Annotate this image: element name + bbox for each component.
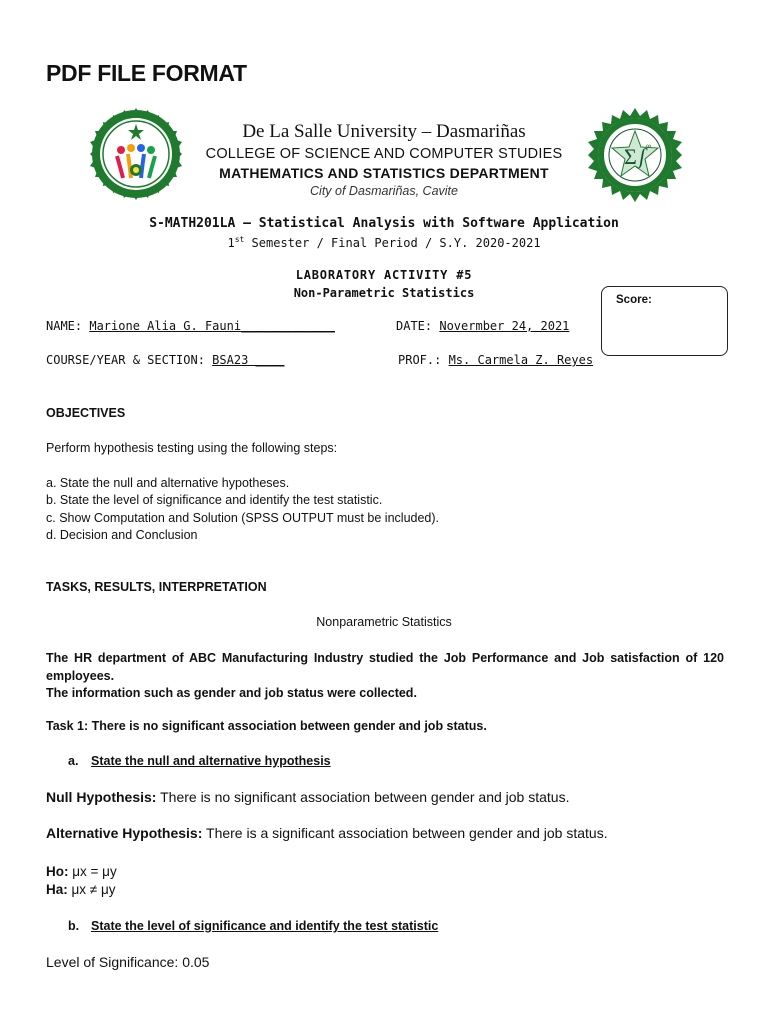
document-heading: PDF FILE FORMAT	[46, 60, 247, 86]
university-name: De La Salle University – Dasmariñas	[242, 121, 526, 142]
course-title: S-MATH201LA – Statistical Analysis with Software Application	[149, 216, 619, 231]
college-name: COLLEGE OF SCIENCE AND COMPUTER STUDIES	[205, 146, 563, 162]
section-title: Nonparametric Statistics	[316, 615, 452, 629]
semester-text: Semester / Final Period / S.Y. 2020-2021	[244, 236, 541, 250]
professor-field	[398, 353, 593, 367]
problem-description	[46, 650, 724, 703]
lab-activity-title: LABORATORY ACTIVITY #5	[295, 268, 473, 282]
ha-label: Ha:	[46, 882, 68, 897]
course-section-field	[46, 353, 284, 367]
problem-line-1: The HR department of ABC Manufacturing Industry studied the Job Performance and Job satisfaction of 120 employees.	[46, 651, 724, 683]
course-section-label: COURSE/YEAR & SECTION:	[46, 353, 213, 367]
objectives-heading: OBJECTIVES	[46, 406, 126, 420]
objective-step: d. Decision and Conclusion	[46, 528, 198, 542]
alternative-hypothesis-label: Alternative Hypothesis:	[46, 825, 203, 841]
department-name: MATHEMATICS AND STATISTICS DEPARTMENT	[219, 165, 549, 181]
semester-number: 1	[227, 236, 235, 250]
date-field	[396, 319, 569, 333]
name-value: Marione Alia G. Fauni_____________	[89, 319, 335, 333]
score-label: Score:	[616, 294, 652, 306]
tasks-heading: TASKS, RESULTS, INTERPRETATION	[46, 580, 267, 594]
ho-statement	[46, 864, 117, 879]
svg-text:Σ: Σ	[624, 144, 637, 169]
ho-label: Ho:	[46, 864, 69, 879]
subheading-text: State the null and alternative hypothesis	[91, 754, 331, 768]
professor-value: Ms. Carmela Z. Reyes	[448, 353, 594, 367]
city-name: City of Dasmariñas, Cavite	[310, 184, 458, 198]
ha-text: μx ≠ μy	[67, 882, 116, 897]
date-value: Novermber 24, 2021	[439, 319, 570, 333]
alternative-hypothesis-text: There is a significant association between gender and job status.	[202, 825, 608, 841]
objectives-intro: Perform hypothesis testing using the following steps:	[46, 441, 338, 455]
ha-statement	[46, 882, 115, 897]
objective-step: a. State the null and alternative hypotheses.	[46, 476, 290, 490]
course-section-value: BSA23 ____	[212, 353, 285, 367]
subheading-a	[68, 754, 331, 768]
name-field	[46, 319, 335, 333]
null-hypothesis	[46, 789, 569, 805]
score-box	[601, 286, 728, 356]
problem-line-2: The information such as gender and job status were collected.	[46, 686, 417, 700]
semester-suffix: st	[234, 235, 245, 244]
subheading-b	[68, 919, 438, 933]
subheading-text: State the level of significance and identify the test statistic	[91, 919, 439, 933]
subheading-letter: b.	[68, 919, 80, 933]
alternative-hypothesis	[46, 825, 608, 841]
svg-text:∞: ∞	[646, 143, 651, 150]
null-hypothesis-text: There is no significant association between gender and job status.	[156, 789, 570, 805]
task-1-statement: Task 1: There is no significant association between gender and job status.	[46, 719, 487, 733]
objective-step: b. State the level of significance and identify the test statistic.	[46, 493, 383, 507]
subheading-letter: a.	[68, 754, 79, 768]
date-label: DATE:	[396, 319, 440, 333]
semester-line	[0, 235, 768, 250]
lab-activity-subtitle: Non-Parametric Statistics	[293, 286, 475, 300]
null-hypothesis-label: Null Hypothesis:	[46, 789, 157, 805]
ho-text: μx = μy	[68, 864, 117, 879]
svg-text:ʃ: ʃ	[639, 144, 646, 169]
objective-step: c. Show Computation and Solution (SPSS OUTPUT must be included).	[46, 511, 440, 525]
professor-label: PROF.:	[398, 353, 449, 367]
level-of-significance: Level of Significance: 0.05	[46, 954, 210, 970]
name-label: NAME:	[46, 319, 90, 333]
